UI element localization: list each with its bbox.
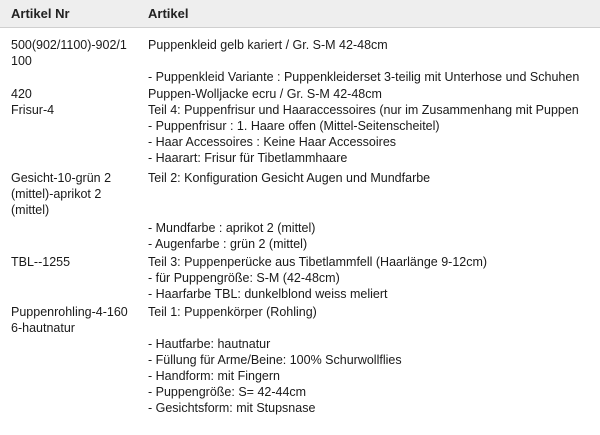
- row-3-artikel-line-4: - Haarart: Frisur für Tibetlammhaare: [148, 151, 348, 165]
- row-2-nr-line-1: 420: [11, 87, 32, 101]
- row-5-nr-line-1: TBL--1255: [11, 255, 71, 269]
- row-3-nr-line-1: Frisur-4: [11, 103, 55, 117]
- header-artikel: Artikel: [148, 6, 189, 21]
- row-3-artikel-line-3: - Haar Accessoires : Keine Haar Accessoires: [148, 135, 397, 149]
- row-6-nr-line-1: Puppenrohling-4-160: [11, 305, 128, 319]
- row-3-artikel-line-2: - Puppenfrisur : 1. Haare offen (Mittel-Seitenscheitel): [148, 119, 440, 133]
- row-5-artikel-line-2: - für Puppengröße: S-M (42-48cm): [148, 271, 340, 285]
- row-6-nr-line-2: 6-hautnatur: [11, 321, 75, 335]
- row-4-artikel-line-4: - Mundfarbe : aprikot 2 (mittel): [148, 221, 316, 235]
- row-6-artikel-line-5: - Handform: mit Fingern: [148, 369, 280, 383]
- row-5-artikel-line-3: - Haarfarbe TBL: dunkelblond weiss meliert: [148, 287, 388, 301]
- row-4-artikel-line-1: Teil 2: Konfiguration Gesicht Augen und Mundfarbe: [148, 171, 431, 185]
- row-1-artikel-line-3: - Puppenkleid Variante : Puppenkleiderset 3-teilig mit Unterhose und Schuhen: [148, 70, 580, 84]
- row-4-nr-line-2: (mittel)-aprikot 2: [11, 187, 102, 201]
- row-4-artikel-line-5: - Augenfarbe : grün 2 (mittel): [148, 237, 308, 251]
- row-6-artikel-line-7: - Gesichtsform: mit Stupsnase: [148, 401, 316, 415]
- row-6-artikel-line-3: - Hautfarbe: hautnatur: [148, 337, 271, 351]
- row-1-nr-line-2: 100: [11, 54, 32, 68]
- row-4-nr-line-1: Gesicht-10-grün 2: [11, 171, 112, 185]
- row-6-artikel-line-1: Teil 1: Puppenkörper (Rohling): [148, 305, 317, 319]
- row-1-artikel-line-1: Puppenkleid gelb kariert / Gr. S-M 42-48cm: [148, 38, 388, 52]
- row-5-artikel-line-1: Teil 3: Puppenperücke aus Tibetlammfell (Haarlänge 9-12cm): [148, 255, 488, 269]
- row-3-artikel-line-1: Teil 4: Puppenfrisur und Haaraccessoires (nur im Zusammenhang mit Puppen: [148, 103, 579, 117]
- header-artikel-nr: Artikel Nr: [11, 6, 70, 21]
- table-header: [0, 0, 600, 28]
- row-2-artikel-line-1: Puppen-Wolljacke ecru / Gr. S-M 42-48cm: [148, 87, 382, 101]
- row-6-artikel-line-6: - Puppengröße: S= 42-44cm: [148, 385, 307, 399]
- row-6-artikel-line-4: - Füllung für Arme/Beine: 100% Schurwollflies: [148, 353, 402, 367]
- row-4-nr-line-3: (mittel): [11, 203, 50, 217]
- row-1-nr-line-1: 500(902/1100)-902/1: [11, 38, 127, 52]
